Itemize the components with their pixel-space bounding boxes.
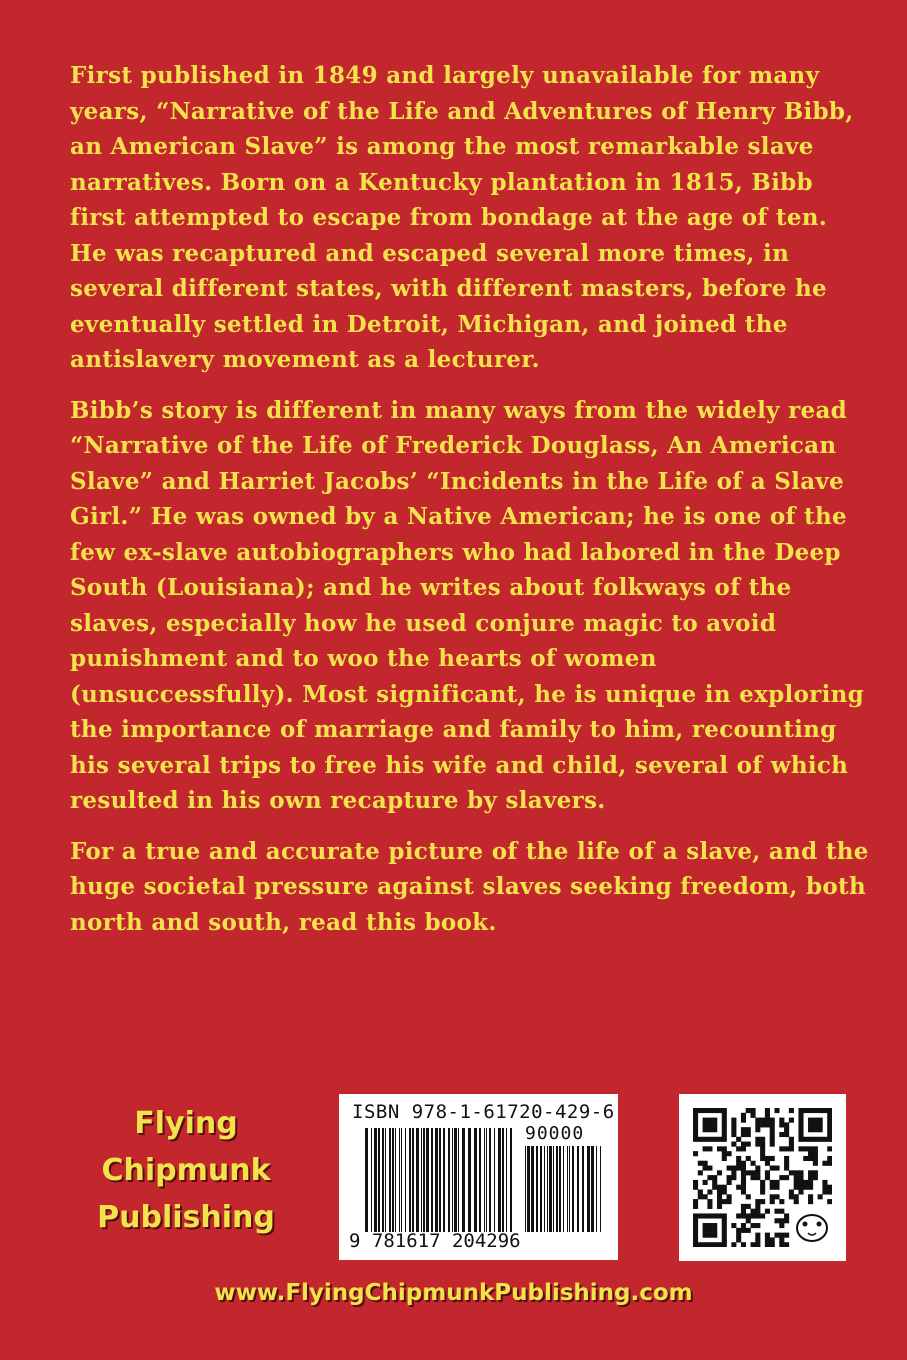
ean-barcode-bars [365, 1128, 517, 1232]
isbn-label: ISBN 978-1-61720-429-6 [352, 1101, 615, 1123]
publisher-line-3: Publishing [97, 1200, 275, 1235]
back-cover-blurb [70, 58, 870, 955]
blurb-paragraph-1: First published in 1849 and largely unavailable for many years, “Narrative of the Life and Adventures of Henry Bibb, an American Slave” is among the most remarkable slave narratives. Born on a Kentucky plantation in 1815, Bibb first attempted to escape from bondage at the age of ten. He was recaptured and escaped several more times, in several different states, with different masters, before he eventually settled in Detroit, Michigan, and joined the antislavery movement as a lecturer. [70, 62, 854, 373]
publisher-logo-text [66, 1100, 306, 1241]
blurb-paragraph-3: For a true and accurate picture of the life of a slave, and the huge societal pressure against slaves seeking freedom, both north and south, read this book. [70, 837, 869, 936]
publisher-line-2: Chipmunk [101, 1153, 271, 1188]
publisher-line-1: Flying [134, 1106, 238, 1141]
ean-digits: 9 781617 204296 [349, 1230, 521, 1252]
price-code: 90000 [525, 1123, 585, 1144]
publisher-website[interactable]: www.FlyingChipmunkPublishing.com [214, 1280, 693, 1306]
blurb-paragraph-2: Bibb’s story is different in many ways from the widely read “Narrative of the Life of Frederick Douglass, An American Slave” and Harriet Jacobs’ “Incidents in the Life of a Slave Girl.” He was owned by a Native American; he is one of the few ex-slave autobiographers who had labored in the Deep South (Louisiana); and he writes about folkways of the slaves, especially how he used conjure magic to avoid punishment and to woo the hearts of women (unsuccessfully). Most significant, he is unique in exploring the importance of marriage and family to him, recounting his several trips to free his wife and child, several of which resulted in his own recapture by slavers. [70, 396, 865, 814]
chipmunk-icon [797, 1215, 827, 1241]
qr-code-matrix [693, 1108, 832, 1247]
isbn-barcode [339, 1094, 618, 1260]
addon-barcode-bars [525, 1146, 603, 1232]
qr-code [679, 1094, 846, 1261]
